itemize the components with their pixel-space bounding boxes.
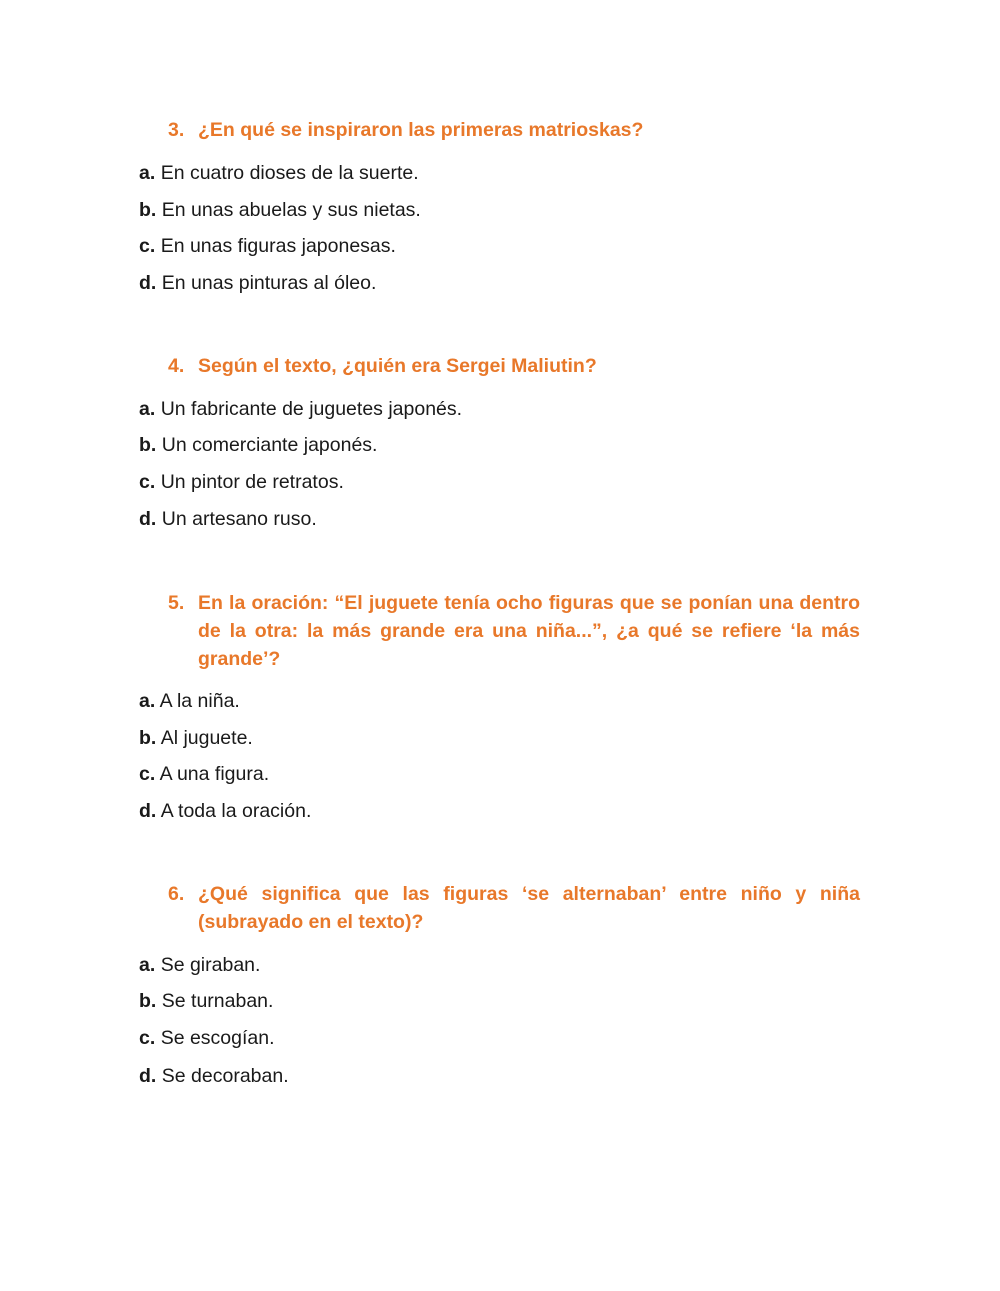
option-6c[interactable]: [139, 1025, 275, 1051]
option-text: Un comerciante japonés.: [161, 434, 378, 456]
option-letter: d.: [139, 508, 157, 530]
question-6: [168, 880, 860, 936]
option-6b[interactable]: [139, 988, 273, 1014]
option-5a[interactable]: [139, 688, 240, 714]
option-letter: b.: [139, 990, 157, 1012]
option-letter: d.: [139, 800, 157, 822]
option-text: En unas abuelas y sus nietas.: [161, 199, 421, 221]
option-text: A toda la oración.: [160, 800, 312, 822]
option-6a[interactable]: [139, 952, 260, 978]
option-letter: a.: [139, 162, 156, 184]
option-text: Se escogían.: [160, 1027, 275, 1049]
option-text: En cuatro dioses de la suerte.: [160, 162, 419, 184]
option-5c[interactable]: [139, 761, 269, 787]
option-5d[interactable]: [139, 798, 311, 824]
option-3d[interactable]: [139, 270, 376, 296]
option-letter: a.: [139, 954, 156, 976]
option-letter: b.: [139, 199, 157, 221]
option-letter: b.: [139, 434, 157, 456]
question-number: 6.: [168, 883, 185, 905]
option-4a[interactable]: [139, 396, 462, 422]
option-text: Un artesano ruso.: [161, 508, 317, 530]
option-4b[interactable]: [139, 432, 377, 458]
option-text: Al juguete.: [160, 727, 253, 749]
option-letter: d.: [139, 1065, 157, 1087]
question-5: [168, 589, 860, 673]
option-5b[interactable]: [139, 725, 253, 751]
option-3c[interactable]: [139, 233, 396, 259]
option-letter: b.: [139, 727, 157, 749]
question-text: ¿En qué se inspiraron las primeras matrioskas?: [198, 119, 644, 141]
question-3: [168, 116, 860, 144]
option-text: Un fabricante de juguetes japonés.: [160, 398, 463, 420]
option-letter: a.: [139, 690, 156, 712]
option-text: Un pintor de retratos.: [160, 471, 344, 493]
option-letter: c.: [139, 763, 156, 785]
option-4c[interactable]: [139, 469, 344, 495]
option-letter: c.: [139, 235, 156, 257]
question-text: Según el texto, ¿quién era Sergei Maliutin?: [198, 355, 597, 377]
option-3a[interactable]: [139, 160, 419, 186]
question-text: ¿Qué significa que las figuras ‘se alternaban’ entre niño y niña (subrayado en el texto)?: [198, 883, 860, 933]
question-text: En la oración: “El juguete tenía ocho figuras que se ponían una dentro de la otra: la más grande era una niña...”, ¿a qué se refiere ‘la más grande’?: [198, 592, 860, 670]
option-text: Se decoraban.: [161, 1065, 289, 1087]
question-4: [168, 352, 860, 380]
option-6d[interactable]: [139, 1063, 289, 1089]
option-4d[interactable]: [139, 506, 317, 532]
option-3b[interactable]: [139, 197, 421, 223]
option-text: A la niña.: [159, 690, 240, 712]
question-number: 4.: [168, 355, 185, 377]
option-letter: d.: [139, 272, 157, 294]
option-text: Se turnaban.: [161, 990, 274, 1012]
option-letter: c.: [139, 1027, 156, 1049]
option-text: En unas pinturas al óleo.: [161, 272, 377, 294]
question-number: 5.: [168, 592, 185, 614]
option-letter: a.: [139, 398, 156, 420]
option-text: Se giraban.: [160, 954, 261, 976]
option-text: En unas figuras japonesas.: [160, 235, 396, 257]
option-letter: c.: [139, 471, 156, 493]
question-number: 3.: [168, 119, 185, 141]
option-text: A una figura.: [159, 763, 270, 785]
